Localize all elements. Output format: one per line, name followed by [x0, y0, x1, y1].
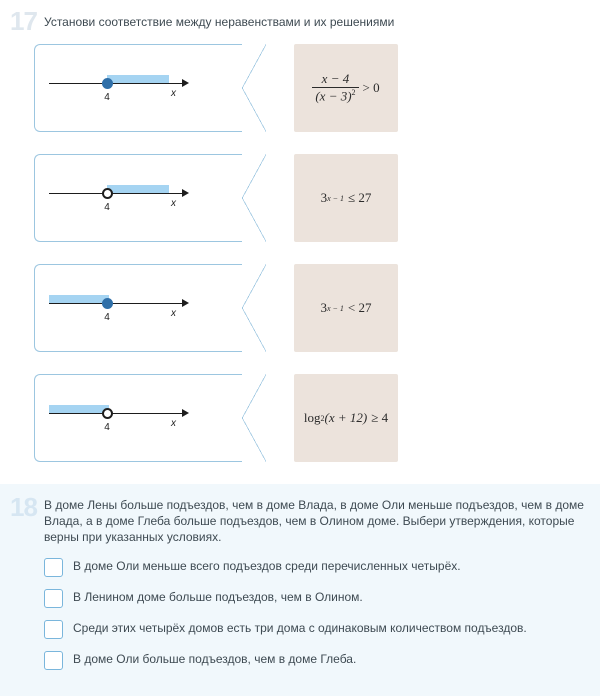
- tick-label: 4: [104, 312, 110, 323]
- tick-label: 4: [104, 202, 110, 213]
- option-row[interactable]: [44, 651, 590, 670]
- card-notch: [242, 155, 265, 241]
- expression-card[interactable]: [294, 264, 398, 352]
- fraction-denominator: $(x - 3)^2$: [312, 87, 358, 104]
- expression-card[interactable]: [294, 44, 398, 132]
- axis-arrow-icon: [182, 409, 189, 417]
- axis-label-x: x: [171, 308, 176, 319]
- option-checkbox[interactable]: [44, 620, 63, 639]
- axis-line: [49, 413, 183, 414]
- option-row[interactable]: [44, 589, 590, 608]
- number-line-graphic: [49, 71, 209, 115]
- axis-label-x: x: [171, 198, 176, 209]
- number-line-graphic: [49, 401, 209, 445]
- option-row[interactable]: [44, 558, 590, 577]
- axis-arrow-icon: [182, 299, 189, 307]
- axis-arrow-icon: [182, 189, 189, 197]
- option-checkbox[interactable]: [44, 558, 63, 577]
- axis-label-x: x: [171, 418, 176, 429]
- options-list: [10, 558, 590, 670]
- tick-label: 4: [104, 92, 110, 103]
- relation: > 0: [362, 80, 380, 95]
- endpoint-dot-open: [102, 188, 113, 199]
- option-row[interactable]: [44, 620, 590, 639]
- power-base: 3: [320, 190, 328, 205]
- number-line-graphic: [49, 181, 209, 225]
- log-argument: (x + 12): [324, 410, 368, 425]
- match-row: [0, 154, 600, 254]
- match-row: [0, 374, 600, 474]
- option-label: В доме Оли меньше всего подъездов среди перечисленных четырёх.: [73, 559, 461, 574]
- fraction-numerator: x − 4: [321, 70, 350, 86]
- fraction: [312, 72, 358, 104]
- number-line-card[interactable]: [34, 374, 242, 462]
- axis-line: [49, 83, 183, 84]
- log-name: log: [303, 410, 321, 425]
- log-base: 2: [320, 413, 325, 423]
- option-checkbox[interactable]: [44, 589, 63, 608]
- axis-label-x: x: [171, 88, 176, 99]
- card-notch: [242, 265, 265, 351]
- task-18-header: [10, 494, 590, 546]
- option-label: Среди этих четырёх домов есть три дома с одинаковым количеством подъездов.: [73, 621, 527, 636]
- task-17-header: [0, 0, 600, 38]
- relation: < 27: [347, 300, 372, 315]
- axis-line: [49, 303, 183, 304]
- number-line-card[interactable]: [34, 44, 242, 132]
- task-18-number: 18: [10, 492, 37, 522]
- expression-card[interactable]: [294, 374, 398, 462]
- relation: ≥ 4: [371, 410, 389, 425]
- power-base: 3: [320, 300, 327, 315]
- tick-label: 4: [104, 422, 110, 433]
- task-17-number: 17: [10, 6, 37, 36]
- task-17-title: Установи соответствие между неравенствами и их решениями: [44, 15, 395, 29]
- matching-list: [0, 38, 600, 474]
- number-line-graphic: [49, 291, 209, 335]
- power-exponent: x − 1: [326, 303, 344, 313]
- endpoint-dot-filled: [102, 298, 113, 309]
- task-18-text: В доме Лены больше подъездов, чем в доме Влада, в доме Оли меньше подъездов, чем в доме Влада, а в доме Глеба больше подъездов, чем в Олином доме. Выбери утверждения, которые верны при указанных условиях.: [44, 498, 584, 545]
- option-label: В доме Оли больше подъездов, чем в доме Глеба.: [73, 652, 357, 667]
- option-checkbox[interactable]: [44, 651, 63, 670]
- match-row: [0, 264, 600, 364]
- power-exponent: x − 1: [327, 193, 345, 203]
- relation: ≤ 27: [348, 190, 372, 205]
- match-row: [0, 44, 600, 144]
- endpoint-dot-filled: [102, 78, 113, 89]
- endpoint-dot-open: [102, 408, 113, 419]
- number-line-card[interactable]: [34, 154, 242, 242]
- number-line-card[interactable]: [34, 264, 242, 352]
- card-notch: [242, 45, 265, 131]
- task-18: [0, 484, 600, 696]
- expression-card[interactable]: [294, 154, 398, 242]
- axis-arrow-icon: [182, 79, 189, 87]
- card-notch: [242, 375, 265, 461]
- option-label: В Ленином доме больше подъездов, чем в Олином.: [73, 590, 363, 605]
- axis-line: [49, 193, 183, 194]
- denominator-exponent: 2: [351, 87, 356, 97]
